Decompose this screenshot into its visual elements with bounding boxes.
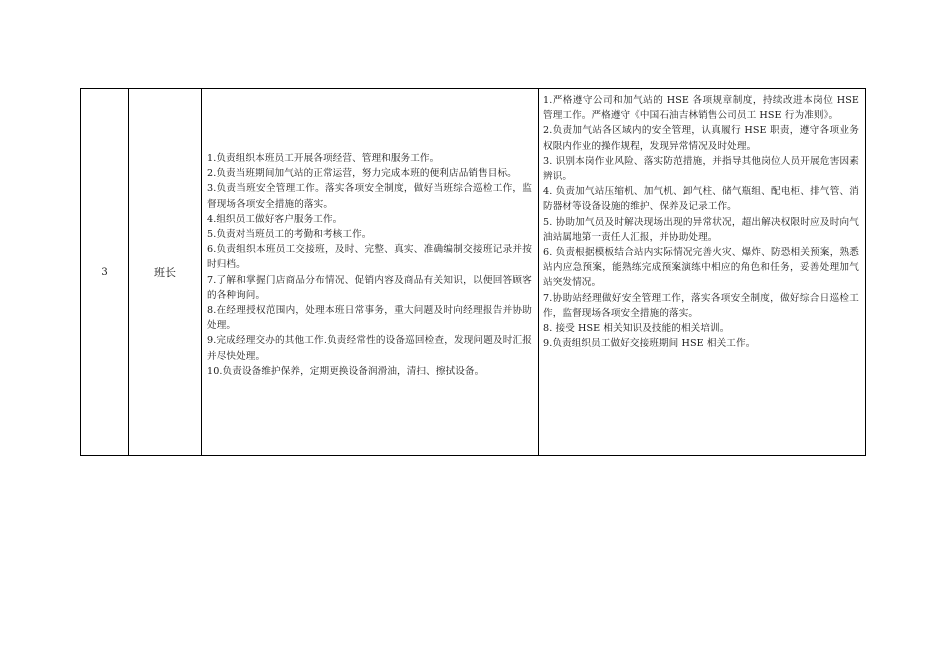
hse-duty-item: 5. 协助加气员及时解决现场出现的异常状况，超出解决权限时应及时向气油站属地第一责任人汇报，并协助处理。 xyxy=(543,216,859,243)
duty-item: 1.负责组织本班员工开展各项经营、管理和服务工作。 xyxy=(207,152,440,164)
duty-item: 9.完成经理交办的其他工作.负责经常性的设备巡回检查，发现问题及时汇报并尽快处理。 xyxy=(207,335,532,362)
position-title: 班长 xyxy=(129,89,202,456)
duty-item: 10.负责设备维护保养，定期更换设备润滑油，清扫、擦拭设备。 xyxy=(207,365,485,377)
duty-table xyxy=(80,88,866,456)
table-row xyxy=(81,89,866,456)
duty-item: 8.在经理授权范围内，处理本班日常事务，重大问题及时向经理报告并协助处理。 xyxy=(207,305,532,332)
duty-item: 4.组织员工做好客户服务工作。 xyxy=(207,213,343,225)
duty-item: 6.负责组织本班员工交接班，及时、完整、真实、准确编制交接班记录并按时归档。 xyxy=(207,244,532,271)
hse-duty-item: 1.严格遵守公司和加气站的 HSE 各项规章制度，持续改进本岗位 HSE 管理工作。严格遵守《中国石油吉林销售公司员工 HSE 行为准则》。 xyxy=(543,95,859,122)
duty-item: 2.负责当班期间加气站的正常运营，努力完成本班的便利店品销售目标。 xyxy=(207,168,517,180)
hse-duty-item: 4. 负责加气站压缩机、加气机、卸气柱、储气瓶组、配电柜、排气管、消防器材等设备设施的维护、保养及记录工作。 xyxy=(543,186,859,213)
duty-item: 7.了解和掌握门店商品分布情况、促销内容及商品有关知识，以便回答顾客的各种询问。 xyxy=(207,274,532,301)
hse-duties-cell xyxy=(539,89,866,456)
duty-item: 5.负责对当班员工的考勤和考核工作。 xyxy=(207,228,372,240)
hse-duty-item: 2.负责加气站各区域内的安全管理，认真履行 HSE 职责，遵守各项业务权限内作业的操作规程，发现异常情况及时处理。 xyxy=(543,125,859,152)
hse-duty-item: 3. 识别本岗作业风险、落实防范措施，并指导其他岗位人员开展危害因素辨识。 xyxy=(543,155,859,183)
hse-duty-item: 9.负责组织员工做好交接班期间 HSE 相关工作。 xyxy=(543,338,756,350)
hse-duties-list xyxy=(539,89,865,351)
hse-duty-item: 7.协助站经理做好安全管理工作，落实各项安全制度，做好综合日巡检工作，监督现场各项安全措施的落实。 xyxy=(543,292,859,319)
job-duties-list xyxy=(202,151,538,379)
row-number: 3 xyxy=(81,89,129,456)
hse-duty-item: 8. 接受 HSE 相关知识及技能的相关培训。 xyxy=(543,323,730,335)
duty-item: 3.负责当班安全管理工作。落实各项安全制度，做好当班综合巡检工作，监督现场各项安全措施的落实。 xyxy=(207,183,532,210)
job-duties-cell xyxy=(202,89,539,456)
hse-duty-item: 6. 负责根据模板结合站内实际情况完善火灾、爆炸、防恐相关预案，熟悉站内应急预案，能熟练完成预案演练中相应的角色和任务，妥善处理加气站突发情况。 xyxy=(543,247,859,289)
